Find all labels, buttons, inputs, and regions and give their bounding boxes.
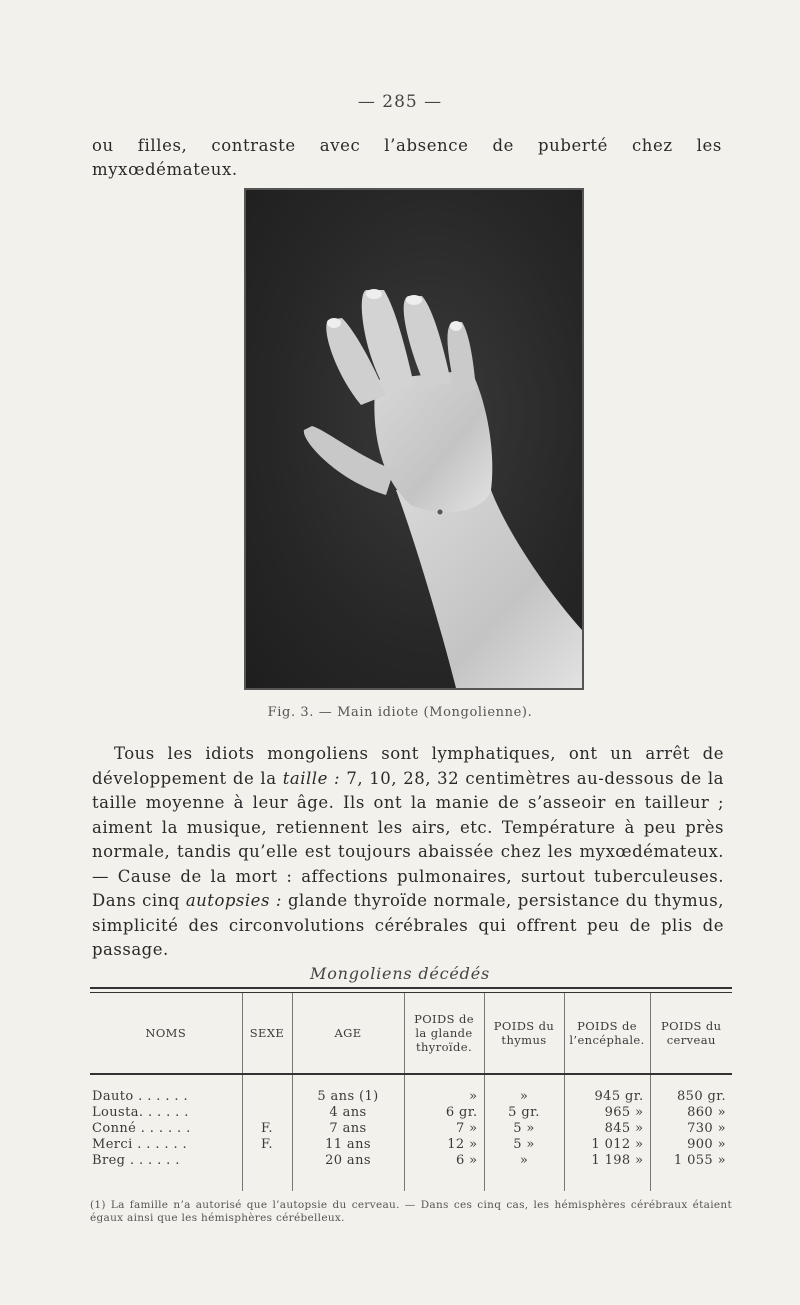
cell-nom: Conné . . . . . . <box>92 1121 191 1136</box>
cell-sexe: F. <box>242 1121 292 1137</box>
cell-thyroide: 12 » <box>404 1137 484 1153</box>
cell-cerveau: 860 » <box>650 1105 732 1121</box>
cell-cerveau: 730 » <box>650 1121 732 1137</box>
cell-thymus: 5 » <box>484 1137 564 1153</box>
table-title: Mongoliens décédés <box>310 964 490 983</box>
cell-cerveau: 1 055 » <box>650 1153 732 1191</box>
intro-paragraph: ou filles, contraste avec l’absence de puberté chez les myxœdémateux. <box>92 136 722 179</box>
header-sexe: SEXE <box>242 993 292 1074</box>
cell-age: 20 ans <box>292 1153 404 1191</box>
cell-sexe <box>242 1074 292 1105</box>
header-encephale: POIDS de l’encéphale. <box>564 993 650 1074</box>
header-noms: NOMS <box>145 1026 187 1040</box>
cell-thymus: » <box>484 1153 564 1191</box>
cell-encephale: 845 » <box>564 1121 650 1137</box>
cell-thymus: 5 gr. <box>484 1105 564 1121</box>
cell-encephale: 1 012 » <box>564 1137 650 1153</box>
cell-thyroide: » <box>404 1074 484 1105</box>
header-thyroide: POIDS de la glande thyroïde. <box>404 993 484 1074</box>
hand-photograph <box>244 188 584 690</box>
page-number: — 285 — <box>357 92 443 112</box>
cell-encephale: 1 198 » <box>564 1153 650 1191</box>
header-cerveau: POIDS du cerveau <box>650 993 732 1074</box>
cell-cerveau: 850 gr. <box>650 1074 732 1105</box>
cell-age: 7 ans <box>292 1121 404 1137</box>
figure-caption: Fig. 3. — Main idiote (Mongolienne). <box>267 705 533 720</box>
cell-thymus: 5 » <box>484 1121 564 1137</box>
header-age: AGE <box>292 993 404 1074</box>
cell-nom: Lousta. . . . . . <box>92 1105 189 1120</box>
cell-encephale: 945 gr. <box>564 1074 650 1105</box>
cell-encephale: 965 » <box>564 1105 650 1121</box>
table-row <box>90 1105 732 1121</box>
table-row <box>90 1074 732 1105</box>
table-row <box>90 1153 732 1191</box>
cell-age: 5 ans (1) <box>292 1074 404 1105</box>
mongoliens-table <box>90 987 732 1191</box>
cell-thyroide: 6 » <box>404 1153 484 1191</box>
cell-sexe <box>242 1105 292 1121</box>
table-row <box>90 1137 732 1153</box>
cell-age: 11 ans <box>292 1137 404 1153</box>
cell-nom: Breg . . . . . . <box>92 1153 180 1168</box>
cell-thymus: » <box>484 1074 564 1105</box>
cell-thyroide: 7 » <box>404 1121 484 1137</box>
footnote: (1) La famille n’a autorisé que l’autopsie du cerveau. — Dans ces cinq cas, les hémisphères cérébraux étaient égaux ainsi que les hémisphères cérébelleux. <box>90 1199 732 1224</box>
header-thymus: POIDS du thymus <box>484 993 564 1074</box>
cell-nom: Merci . . . . . . <box>92 1137 188 1152</box>
cell-sexe: F. <box>242 1137 292 1153</box>
cell-thyroide: 6 gr. <box>404 1105 484 1121</box>
table-row <box>90 1121 732 1137</box>
cell-age: 4 ans <box>292 1105 404 1121</box>
cell-sexe <box>242 1153 292 1191</box>
body-paragraph: Tous les idiots mongoliens sont lymphatiques, ont un arrêt de développement de la taille : 7, 10, 28, 32 centimètres au-dessous de la taille moyenne à leur âge. Ils ont la manie de s’asseoir en tailleur ; aiment la musique, retiennent les airs, etc. Température à peu près normale, tandis qu’elle est toujours abaissée chez les myxœdémateux. — Cause de la mort : affections pulmonaires, surtout tuberculeuses. Dans cinq autopsies : glande thyroïde normale, persistance du thymus, simplicité des circonvolutions cérébrales qui offrent peu de plis de passage. <box>92 744 725 959</box>
cell-cerveau: 900 » <box>650 1137 732 1153</box>
cell-nom: Dauto . . . . . . <box>92 1089 188 1104</box>
